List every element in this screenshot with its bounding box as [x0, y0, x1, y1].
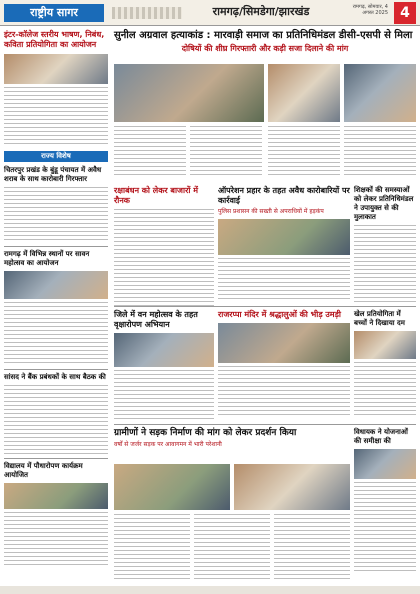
bottom-story-body-2	[194, 514, 270, 580]
top-story-headline: सुनील अग्रवाल हत्याकांड : मारवाड़ी समाज का प्रतिनिधिमंडल डीसी-एसपी से मिला	[114, 30, 413, 41]
left-story3-photo	[4, 271, 108, 299]
left-story2-body	[4, 187, 108, 243]
bottom-story-photo-2	[234, 464, 350, 510]
right-story-headline: शिक्षकों की समस्याओं को लेकर प्रतिनिधिमंडल ने उपायुक्त से की मुलाकात	[354, 186, 414, 221]
right-story	[354, 186, 416, 302]
lower-left-story	[114, 310, 214, 420]
divider	[4, 458, 108, 459]
lower-center-story	[218, 310, 350, 420]
bottom-story	[114, 428, 350, 582]
lower-right-story	[354, 310, 416, 420]
left-section-label: राज्य विशेष	[4, 151, 108, 162]
center-story-subhead: पुलिस प्रशासन की सख्ती से अपराधियों में हड़कंप	[218, 208, 324, 215]
top-story-subhead: दोषियों की शीघ्र गिरफ्तारी और कड़ी सजा दिलाने की मांग	[181, 44, 349, 53]
top-story-photo-1	[114, 64, 264, 122]
bottom-right-body	[354, 482, 416, 572]
edition-location: रामगढ़/सिमडेगा/झारखंड	[212, 5, 310, 18]
left-lead-headline: इंटर-कॉलेज स्तरीय भाषण, निबंध, कविता प्रतियोगिता का आयोजन	[4, 30, 105, 49]
left-story4-headline: सांसद ने बैंक प्रबंधकों के साथ बैठक की	[4, 373, 106, 381]
center-story-headline: ऑपरेशन प्रहार के तहत अवैध कारोबारियों पर कार्रवाई	[218, 186, 350, 205]
center-story	[218, 186, 350, 302]
lower-left-photo	[114, 333, 214, 367]
masthead-pattern-strip	[112, 7, 182, 19]
left-story4-body	[4, 385, 108, 455]
lower-center-photo	[218, 323, 350, 363]
lower-left-body	[114, 370, 214, 420]
mid-story	[114, 186, 214, 302]
bottom-story-headline: ग्रामीणों ने सड़क निर्माण की मांग को लेकर प्रदर्शन किया	[114, 428, 297, 438]
divider	[114, 424, 416, 425]
lower-left-headline: जिले में वन महोत्सव के तहत वृक्षारोपण अभियान	[114, 310, 198, 329]
left-story3-headline: रामगढ़ में विभिन्न स्थानों पर सावन महोत्सव का आयोजन	[4, 250, 90, 267]
top-story-body-1	[114, 126, 186, 178]
left-story3-body	[4, 302, 108, 366]
lower-right-body	[354, 362, 416, 418]
bottom-right-photo	[354, 449, 416, 479]
divider	[114, 306, 416, 307]
mid-story-headline: रक्षाबंधन को लेकर बाजारों में रौनक	[114, 186, 198, 205]
top-story-body-3	[268, 126, 340, 178]
lower-right-headline: खेल प्रतियोगिता में बच्चों ने दिखाया दम	[354, 310, 405, 327]
center-story-body	[218, 258, 350, 302]
bottom-story-body-3	[274, 514, 350, 580]
lower-right-photo	[354, 331, 416, 359]
left-story5-body	[4, 512, 108, 566]
left-story2-headline: चितरपुर प्रखंड के बुंडू पंचायत में अवैध शराब के साथ कारोबारी गिरफ्तार	[4, 166, 102, 183]
divider	[4, 246, 108, 247]
masthead	[0, 0, 420, 26]
top-story	[114, 30, 416, 180]
bottom-right-story	[354, 428, 416, 582]
right-story-body	[354, 225, 416, 305]
bottom-story-photo-1	[114, 464, 230, 510]
newspaper-logo: राष्ट्रीय सागर	[4, 4, 104, 22]
top-story-photo-2	[268, 64, 340, 122]
lower-center-headline: राजरप्पा मंदिर में श्रद्धालुओं की भीड़ उमड़ी	[218, 310, 341, 319]
left-story5-photo	[4, 483, 108, 509]
page-footer	[0, 586, 420, 594]
left-lead-body	[4, 87, 108, 147]
left-lead-photo	[4, 54, 108, 84]
top-story-body-2	[190, 126, 262, 178]
bottom-story-body-1	[114, 514, 190, 580]
left-story5-headline: विद्यालय में पौधारोपण कार्यक्रम आयोजित	[4, 462, 83, 479]
bottom-story-subhead: वर्षों से जर्जर सड़क पर आवागमन में भारी परेशानी	[114, 441, 222, 448]
edition-date: रामगढ़, सोमवार, 4 अगस्त 2025	[352, 4, 388, 16]
top-story-photo-3	[344, 64, 416, 122]
center-story-photo	[218, 219, 350, 255]
divider	[4, 369, 108, 370]
left-column	[4, 30, 108, 582]
top-story-body-4	[344, 126, 416, 178]
bottom-right-headline: विधायक ने योजनाओं की समीक्षा की	[354, 428, 408, 445]
mid-story-body	[114, 209, 214, 307]
page-number-badge: 4	[394, 2, 416, 24]
lower-center-body	[218, 366, 350, 416]
